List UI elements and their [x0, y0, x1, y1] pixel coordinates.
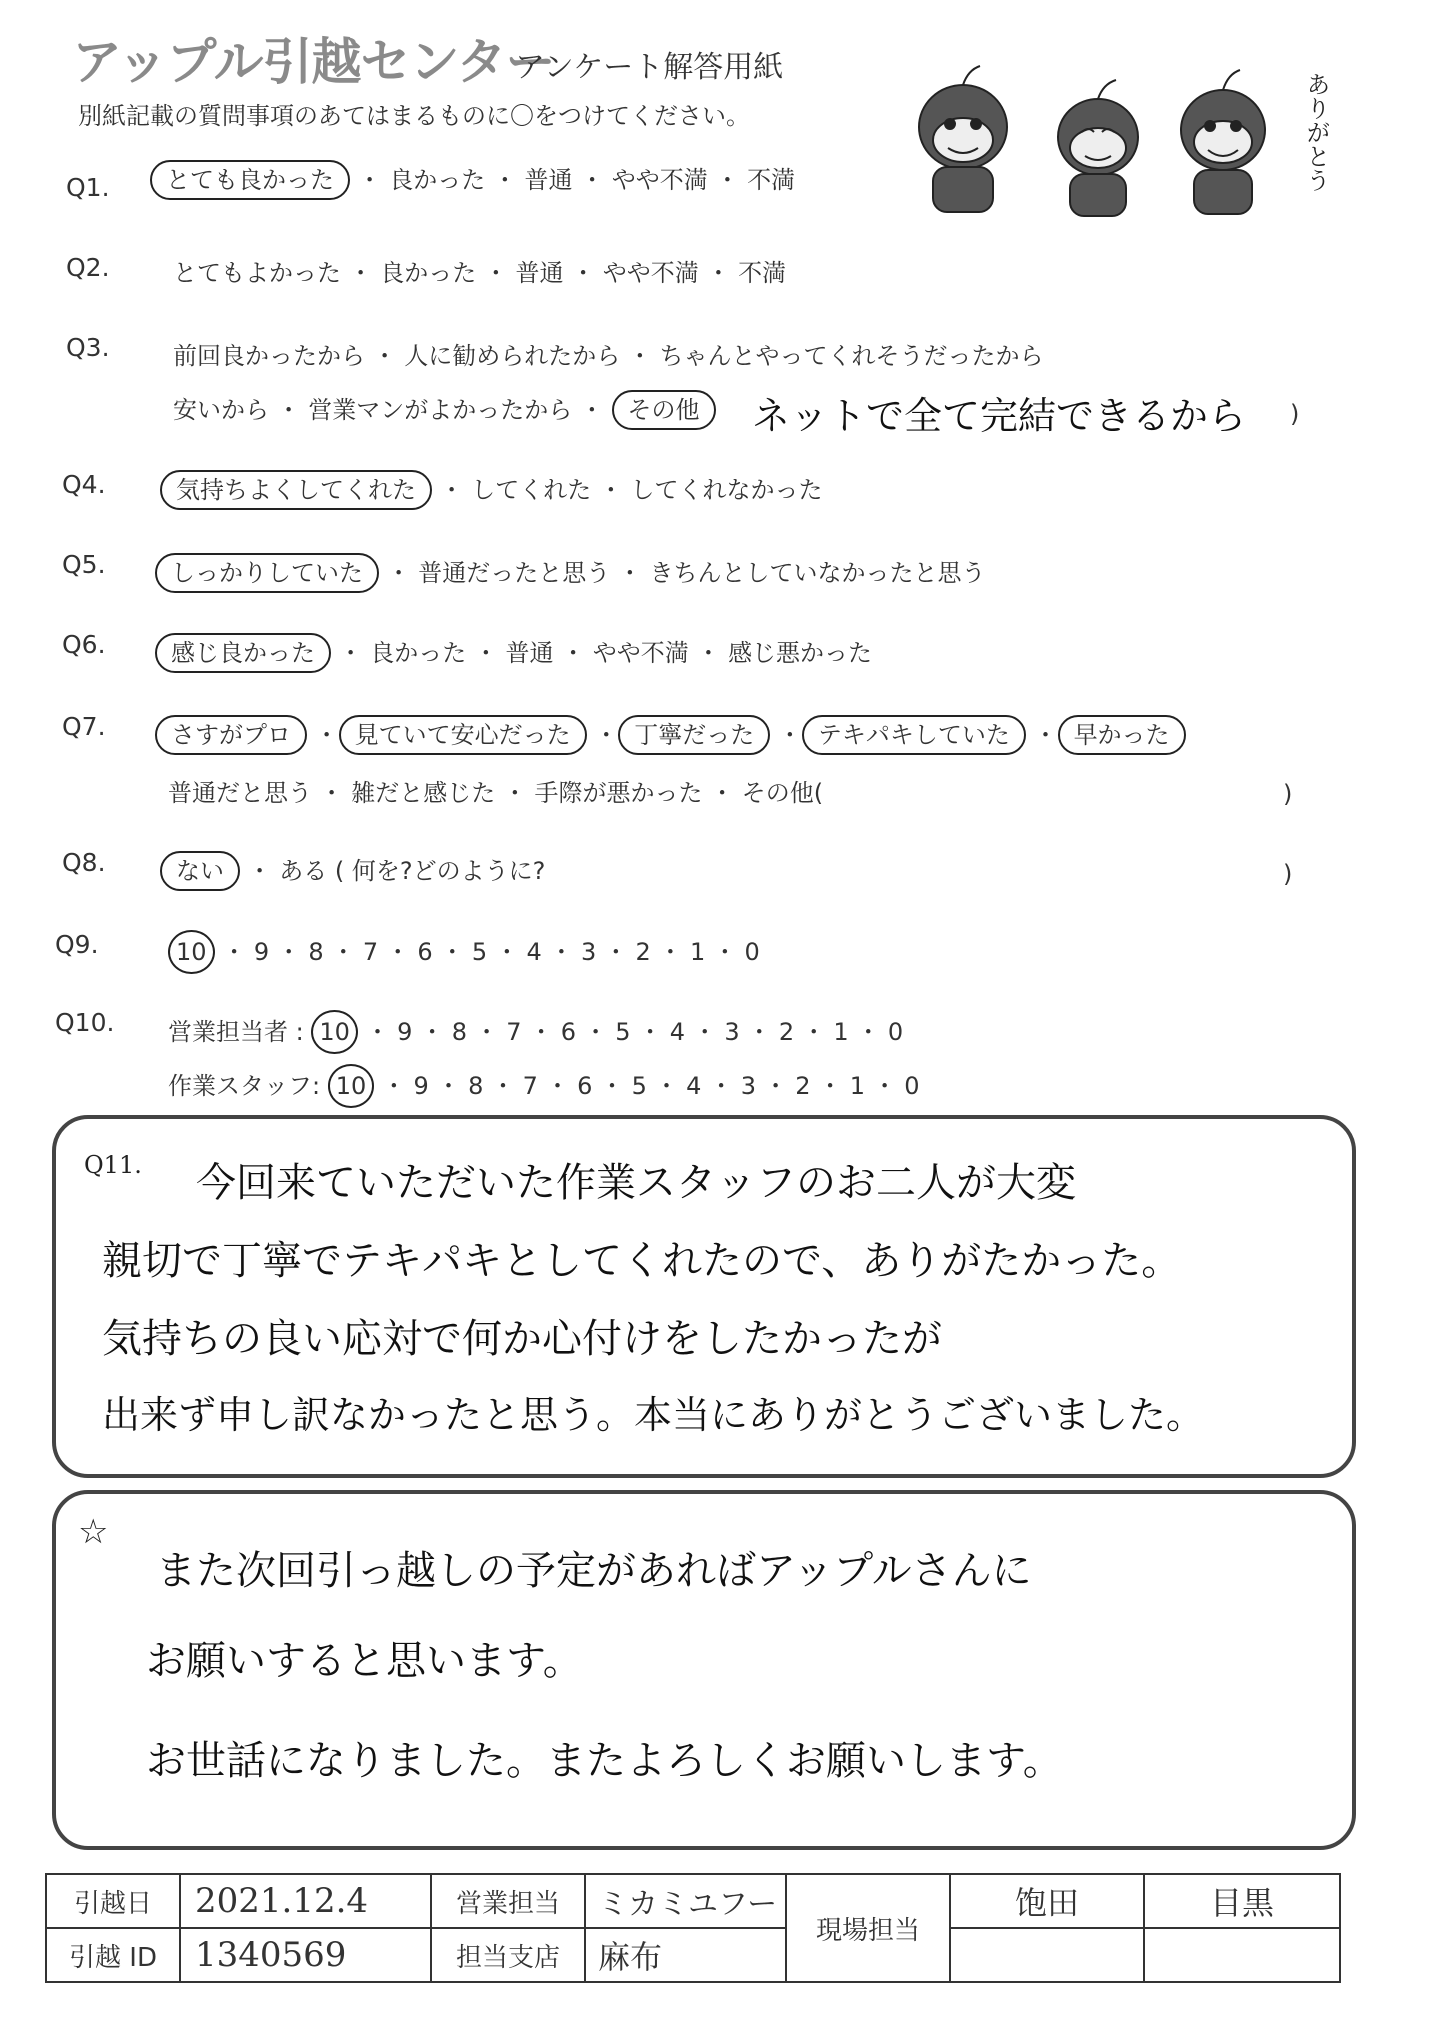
q2-options: とてもよかった ・ 良かった ・ 普通 ・ やや不満 ・ 不満 — [173, 259, 787, 287]
q10-label: Q10. — [55, 1008, 115, 1037]
q3-close-paren: ) — [1290, 400, 1300, 428]
company-title: アップル引越センター — [72, 33, 555, 91]
q5-options: しっかりしていた ・ 普通だったと思う ・ きちんとしていなかったと思う — [155, 553, 986, 588]
q8-options: ない ・ ある ( 何を?どのように? — [160, 851, 545, 886]
additional-comment-box — [52, 1490, 1356, 1850]
q2-option-4[interactable]: やや不満 — [602, 259, 699, 287]
q3-label: Q3. — [66, 333, 110, 362]
q1-option-3[interactable]: 普通 — [524, 166, 573, 194]
q4-option-1-selected[interactable]: 気持ちよくしてくれた — [160, 470, 432, 510]
footer-info-table — [45, 1873, 1341, 1983]
q2-option-3[interactable]: 普通 — [515, 259, 564, 287]
sales-rep-label: 営業担当 — [431, 1874, 585, 1928]
q11-line-1: 今回来ていただいた作業スタッフのお二人が大変 — [196, 1160, 1076, 1206]
q7-options-row1: さすがプロ ・ 見ていて安心だった ・ 丁寧だった ・ テキパキしていた ・ 早かった — [155, 715, 1186, 750]
q7-option-7[interactable]: 雑だと感じた — [351, 779, 496, 807]
q8-close-paren: ) — [1283, 860, 1293, 888]
move-date-value: 2021.12.4 — [180, 1874, 431, 1928]
q11-line-3: 気持ちの良い応対で何か心付けをしたかったが — [102, 1316, 942, 1362]
q3-other-handwritten: ネットで全て完結できるから — [752, 394, 1247, 438]
q7-option-9[interactable]: その他( — [741, 779, 824, 807]
q7-option-2-selected[interactable]: 見ていて安心だった — [339, 715, 587, 755]
monkey-mascots-illustration — [888, 52, 1348, 232]
q9-score-rest[interactable]: 9 ・ 8 ・ 7 ・ 6 ・ 5 ・ 4 ・ 3 ・ 2 ・ 1 ・ 0 — [253, 938, 760, 966]
q10-staff-label: 作業スタッフ: — [168, 1072, 321, 1100]
star-icon: ☆ — [78, 1512, 109, 1552]
q2-option-5[interactable]: 不満 — [738, 259, 787, 287]
q10-staff-score-rest[interactable]: 9 ・ 8 ・ 7 ・ 6 ・ 5 ・ 4 ・ 3 ・ 2 ・ 1 ・ 0 — [413, 1072, 920, 1100]
q2-label: Q2. — [66, 253, 110, 282]
q11-line-2: 親切で丁寧でテキパキとしてくれたので、ありがたかった。 — [102, 1238, 1182, 1284]
q6-option-4[interactable]: やや不満 — [592, 639, 689, 667]
site-rep-1: 饱田 — [950, 1874, 1144, 1928]
sales-rep-value: ミカミユフー — [585, 1874, 786, 1928]
q9-label: Q9. — [55, 930, 99, 959]
q11-label: Q11. — [84, 1151, 142, 1179]
q10-sales-score-rest[interactable]: 9 ・ 8 ・ 7 ・ 6 ・ 5 ・ 4 ・ 3 ・ 2 ・ 1 ・ 0 — [397, 1018, 904, 1046]
q3-options-row1: 前回良かったから ・ 人に勧められたから ・ ちゃんとやってくれそうだったから — [173, 342, 1044, 370]
site-rep-empty-2 — [1144, 1928, 1340, 1982]
site-rep-label: 現場担当 — [786, 1874, 950, 1982]
thanks-vertical-text: ありがとう — [1302, 72, 1330, 192]
q5-option-1-selected[interactable]: しっかりしていた — [155, 553, 379, 593]
q6-option-5[interactable]: 感じ悪かった — [728, 639, 873, 667]
site-rep-2: 目黒 — [1144, 1874, 1340, 1928]
q6-label: Q6. — [62, 630, 106, 659]
additional-line-3: お世話になりました。またよろしくお願いします。 — [146, 1738, 1063, 1784]
q3-options-row2: 安いから ・ 営業マンがよかったから ・ その他 — [173, 390, 716, 425]
q7-options-row2: 普通だと思う ・ 雑だと感じた ・ 手際が悪かった ・ その他( — [168, 779, 824, 807]
move-id-value: 1340569 — [180, 1928, 431, 1982]
q3-option-3[interactable]: ちゃんとやってくれそうだったから — [659, 342, 1044, 370]
q2-option-2[interactable]: 良かった — [380, 259, 477, 287]
q5-option-3[interactable]: きちんとしていなかったと思う — [649, 559, 986, 587]
q11-line-4: 出来ず申し訳なかったと思う。本当にありがとうございました。 — [102, 1393, 1205, 1437]
q6-option-3[interactable]: 普通 — [505, 639, 554, 667]
q4-label: Q4. — [62, 470, 106, 499]
branch-value: 麻布 — [585, 1928, 786, 1982]
monkey-mascot-icon — [919, 66, 1007, 212]
q3-option-6-selected[interactable]: その他 — [612, 390, 716, 430]
q10-sales-label: 営業担当者 : — [168, 1018, 304, 1046]
monkey-mascot-icon — [1181, 70, 1265, 214]
move-id-label: 引越 ID — [46, 1928, 180, 1982]
q3-option-2[interactable]: 人に勧められたから — [404, 342, 621, 370]
q1-option-5[interactable]: 不満 — [747, 166, 796, 194]
q6-option-2[interactable]: 良かった — [370, 639, 467, 667]
q6-options: 感じ良かった ・ 良かった ・ 普通 ・ やや不満 ・ 感じ悪かった — [155, 633, 872, 668]
move-date-label: 引越日 — [46, 1874, 180, 1928]
monkey-mascot-icon — [1058, 80, 1138, 216]
q5-option-2[interactable]: 普通だったと思う — [418, 559, 611, 587]
q6-option-1-selected[interactable]: 感じ良かった — [155, 633, 331, 673]
q4-option-2[interactable]: してくれた — [471, 476, 592, 504]
q3-option-4[interactable]: 安いから — [173, 396, 269, 424]
q5-label: Q5. — [62, 550, 106, 579]
q7-option-8[interactable]: 手際が悪かった — [534, 779, 703, 807]
branch-label: 担当支店 — [431, 1928, 585, 1982]
q8-option-1-selected[interactable]: ない — [160, 851, 240, 891]
q8-option-2[interactable]: ある ( 何を?どのように? — [279, 857, 546, 885]
q10-staff-score-selected[interactable]: 10 — [328, 1064, 375, 1108]
q9-score-selected[interactable]: 10 — [168, 930, 215, 974]
q8-label: Q8. — [62, 848, 106, 877]
additional-line-1: また次回引っ越しの予定があればアップルさんに — [156, 1548, 1032, 1594]
q7-option-4-selected[interactable]: テキパキしていた — [802, 715, 1026, 755]
q9-scale: 10 ・ 9 ・ 8 ・ 7 ・ 6 ・ 5 ・ 4 ・ 3 ・ 2 ・ 1 ・ 0 — [168, 932, 760, 967]
q10-sales-score-selected[interactable]: 10 — [311, 1010, 358, 1054]
additional-line-2: お願いすると思います。 — [146, 1638, 583, 1684]
q1-option-4[interactable]: やや不満 — [611, 166, 708, 194]
q7-label: Q7. — [62, 712, 106, 741]
q1-options: とても良かった ・ 良かった ・ 普通 ・ やや不満 ・ 不満 — [150, 160, 795, 195]
q4-option-3[interactable]: してくれなかった — [630, 476, 823, 504]
q10-staff-row: 作業スタッフ: 10 ・ 9 ・ 8 ・ 7 ・ 6 ・ 5 ・ 4 ・ 3 ・ 2 ・ 1 ・ 0 — [168, 1066, 920, 1101]
q1-option-2[interactable]: 良かった — [389, 166, 486, 194]
q3-option-1[interactable]: 前回良かったから — [173, 342, 365, 370]
q3-option-5[interactable]: 営業マンがよかったから — [308, 396, 573, 424]
q4-options: 気持ちよくしてくれた ・ してくれた ・ してくれなかった — [160, 470, 823, 505]
q7-option-5-selected[interactable]: 早かった — [1058, 715, 1186, 755]
q1-option-1-selected[interactable]: とても良かった — [150, 160, 350, 200]
q7-option-6[interactable]: 普通だと思う — [168, 779, 312, 807]
form-subtitle: アンケート解答用紙 — [515, 50, 784, 85]
q7-option-1-selected[interactable]: さすがプロ — [155, 715, 307, 755]
q10-sales-row: 営業担当者 : 10 ・ 9 ・ 8 ・ 7 ・ 6 ・ 5 ・ 4 ・ 3 ・ 2 ・ 1 ・ 0 — [168, 1012, 903, 1047]
instruction-text: 別紙記載の質問事項のあてはまるものに〇をつけてください。 — [78, 102, 750, 130]
q7-close-paren: ) — [1283, 780, 1293, 808]
q11-comment-box — [52, 1115, 1356, 1478]
q1-label: Q1. — [66, 173, 110, 202]
q7-option-3-selected[interactable]: 丁寧だった — [618, 715, 770, 755]
q2-option-1[interactable]: とてもよかった — [173, 259, 341, 287]
site-rep-empty-1 — [950, 1928, 1144, 1982]
